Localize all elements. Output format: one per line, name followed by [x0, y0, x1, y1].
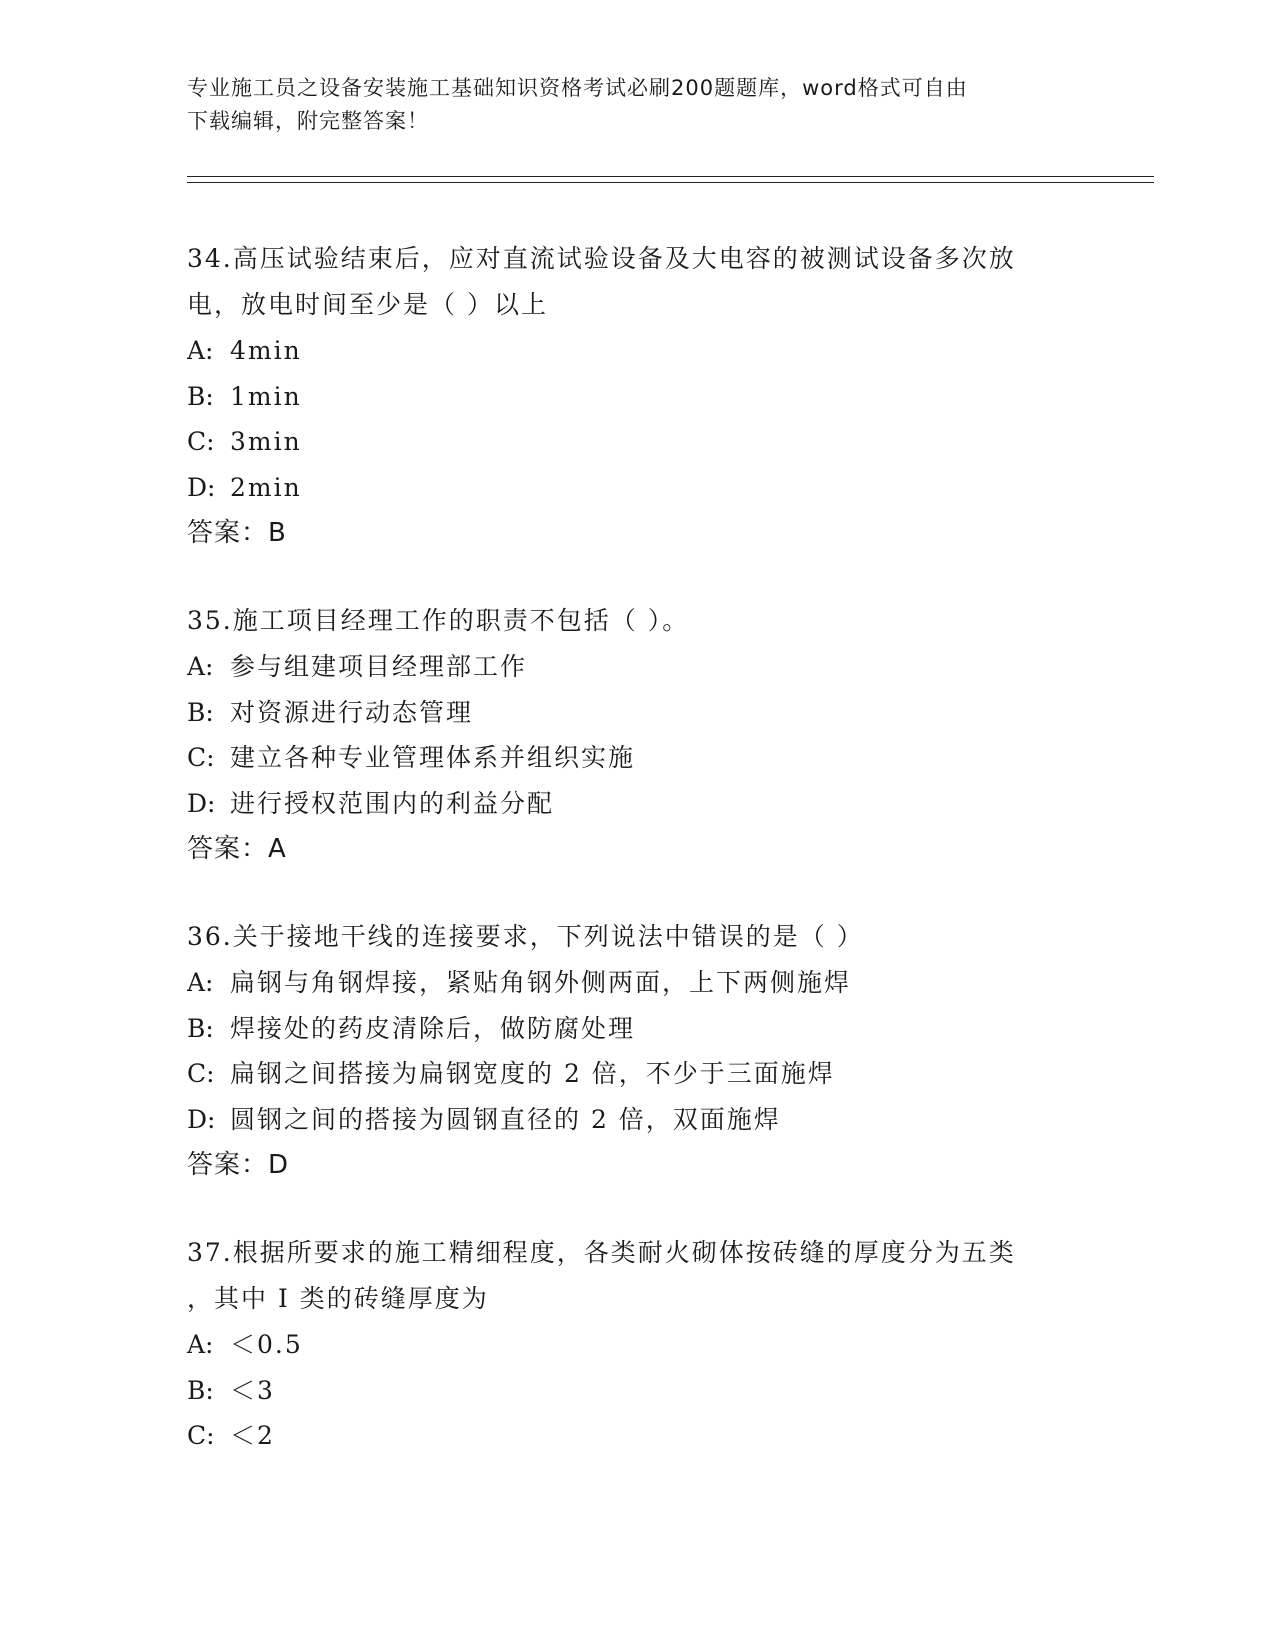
answer-line: 答案：B — [187, 518, 287, 548]
answer-line: 答案：D — [187, 1150, 290, 1180]
option-label: C: — [187, 1059, 215, 1088]
question-stem-line-1: 37.根据所要求的施工精细程度，各类耐火砌体按砖缝的厚度分为五类 — [187, 1238, 1016, 1267]
option-d — [187, 465, 1087, 511]
option-label: D: — [187, 788, 216, 818]
option-label: A: — [187, 336, 214, 365]
document-header — [187, 72, 1087, 138]
option-text: 扁钢之间搭接为扁钢宽度的 2 倍，不少于三面施焊 — [230, 1059, 835, 1088]
option-text: ＜2 — [230, 1421, 275, 1450]
option-text: ＜3 — [230, 1375, 275, 1405]
question-stem — [187, 236, 1087, 328]
option-label: B: — [187, 1375, 214, 1405]
option-b — [187, 1368, 1087, 1414]
question-34 — [187, 236, 1087, 556]
question-stem — [187, 914, 1087, 960]
option-text: 参与组建项目经理部工作 — [230, 652, 528, 681]
option-d — [187, 1097, 1087, 1143]
question-35 — [187, 598, 1087, 872]
question-stem-line-1: 34.高压试验结束后，应对直流试验设备及大电容的被测试设备多次放 — [187, 244, 1016, 273]
option-d — [187, 781, 1087, 827]
header-divider-bottom — [187, 182, 1154, 183]
option-b — [187, 374, 1087, 420]
option-a — [187, 960, 1087, 1006]
option-c — [187, 735, 1087, 781]
option-b — [187, 690, 1087, 736]
question-stem — [187, 1230, 1087, 1322]
option-label: A: — [187, 968, 214, 997]
question-37 — [187, 1230, 1087, 1459]
option-text: 进行授权范围内的利益分配 — [230, 788, 555, 818]
option-text: 3min — [230, 427, 302, 456]
option-text: 2min — [230, 472, 302, 502]
option-b — [187, 1006, 1087, 1052]
option-c — [187, 1051, 1087, 1097]
option-text: 建立各种专业管理体系并组织实施 — [230, 743, 636, 772]
option-label: D: — [187, 472, 216, 502]
option-c — [187, 1413, 1087, 1459]
answer-line: 答案：A — [187, 834, 287, 864]
option-label: A: — [187, 652, 214, 681]
option-label: C: — [187, 427, 215, 456]
option-text: 对资源进行动态管理 — [230, 697, 474, 727]
option-text: 圆钢之间的搭接为圆钢直径的 2 倍，双面施焊 — [230, 1104, 781, 1134]
option-label: A: — [187, 1330, 214, 1359]
option-label: C: — [187, 743, 215, 772]
option-text: 扁钢与角钢焊接，紧贴角钢外侧两面，上下两侧施焊 — [230, 968, 852, 997]
question-stem-line-2: 电，放电时间至少是（ ）以上 — [187, 290, 548, 319]
option-text: 1min — [230, 381, 302, 411]
option-label: B: — [187, 697, 214, 727]
question-stem-line-1: 36.关于接地干线的连接要求，下列说法中错误的是（ ） — [187, 922, 864, 951]
question-36 — [187, 914, 1087, 1188]
option-text: 焊接处的药皮清除后，做防腐处理 — [230, 1013, 636, 1043]
header-divider-top — [187, 176, 1154, 177]
question-stem-line-1: 35.施工项目经理工作的职责不包括（ ）。 — [187, 606, 690, 635]
option-a — [187, 1322, 1087, 1368]
question-stem-line-2: ，其中 I 类的砖缝厚度为 — [187, 1284, 489, 1313]
option-a — [187, 644, 1087, 690]
header-title-line-1: 专业施工员之设备安装施工基础知识资格考试必刷200题题库，word格式可自由 — [187, 76, 968, 100]
header-title-line-2: 下载编辑，附完整答案！ — [187, 109, 429, 133]
option-label: C: — [187, 1421, 215, 1450]
question-stem — [187, 598, 1087, 644]
option-c — [187, 419, 1087, 465]
option-text: 4min — [230, 336, 302, 365]
option-text: ＜0.5 — [230, 1330, 303, 1359]
option-label: B: — [187, 1013, 214, 1043]
option-label: D: — [187, 1104, 216, 1134]
question-list — [187, 236, 1087, 1501]
option-label: B: — [187, 381, 214, 411]
option-a — [187, 328, 1087, 374]
